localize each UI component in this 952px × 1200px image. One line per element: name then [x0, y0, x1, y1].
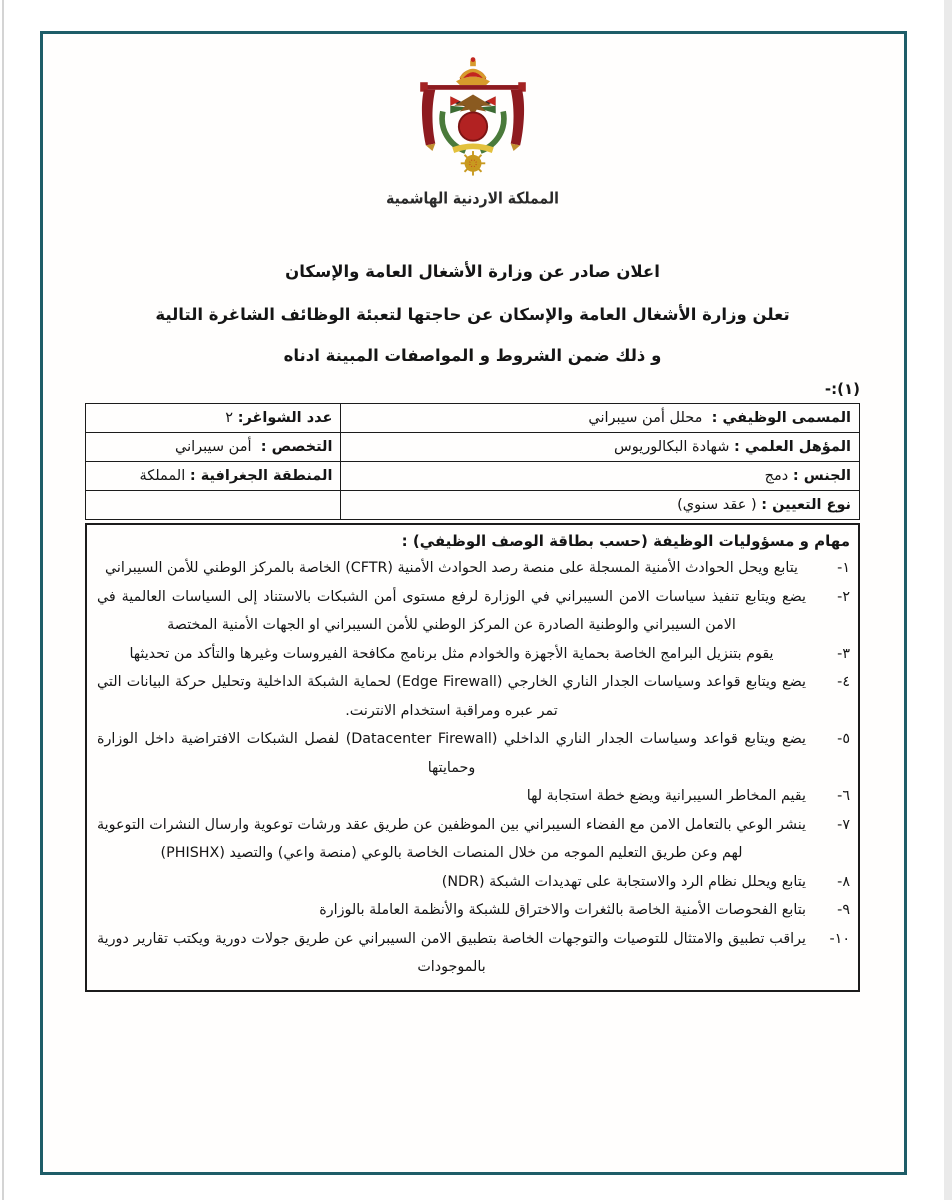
- announcement-note: و ذلك ضمن الشروط و المواصفات المبينة ادناه: [283, 346, 662, 365]
- table-row: [86, 462, 860, 491]
- duty-text: بتابع الفحوصات الأمنية الخاصة بالثغرات والاختراق للشبكة والأنظمة العاملة بالوزارة: [319, 902, 806, 918]
- jordan-coat-of-arms-logo: [407, 53, 539, 185]
- duty-number: ١٠-: [829, 930, 850, 947]
- qualification-cell: المؤهل العلمي : شهادة البكالوريوس: [341, 433, 860, 462]
- table-row: [86, 404, 860, 433]
- duty-text: يقوم بتنزيل البرامج الخاصة بحماية الأجهزة والخوادم مثل برنامج مكافحة الفيروسات وغيرها والتأكد من تحديثها: [129, 645, 774, 662]
- emblem-block: [85, 53, 860, 207]
- duty-number: ٩-: [837, 902, 850, 918]
- duty-item-2: [97, 583, 850, 640]
- duties-section: [85, 523, 860, 992]
- duty-text: يتابع ويحل الحوادث الأمنية المسجلة على منصة رصد الحوادث الأمنية (CFTR) الخاصة بالمركز الوطني للأمن السيبراني: [105, 560, 798, 576]
- table-row: [86, 491, 860, 520]
- duty-item-10: [97, 925, 850, 982]
- duty-number: ٢-: [837, 588, 850, 605]
- page-edge-shadow-left: [2, 0, 4, 1200]
- duty-text: ينشر الوعي بالتعامل الامن مع الفضاء السيبراني بين الموظفين عن طريق عقد ورشات توعوية وارسال النشرات التوعوية لهم وعن طريق التعليم الموجه من خلال المنصات الخاصة بالوعي (منصة واعي) والتصيد (PHISHX): [97, 816, 806, 861]
- appointment-type-cell: نوع التعيين : ( عقد سنوي): [341, 491, 860, 520]
- specialization-cell: التخصص : أمن سيبراني: [86, 433, 341, 462]
- job-title-cell: المسمى الوظيفي : محلل أمن سيبراني: [341, 404, 860, 433]
- duty-item-1: [97, 554, 850, 583]
- duty-number: ٣-: [837, 645, 850, 662]
- page-edge-shadow-right: [944, 0, 952, 1200]
- duty-item-8: [97, 868, 850, 897]
- job-details-table: [85, 403, 860, 520]
- duty-text: يراقب تطبيق والامتثال للتوصيات والتوجهات الخاصة بتطبيق الامن السيبراني عن طريق جولات دورية ويكتب تقارير دورية بالموجودات: [97, 930, 806, 975]
- duty-text: يقيم المخاطر السيبرانية ويضع خطة استجابة لها: [526, 788, 806, 804]
- duty-number: ١-: [837, 560, 850, 576]
- duty-item-6: [97, 782, 850, 811]
- duty-number: ٤-: [837, 674, 850, 690]
- duty-item-3: [97, 640, 850, 669]
- duty-number: ٧-: [837, 816, 850, 833]
- duty-item-7: [97, 811, 850, 868]
- duty-number: ٥-: [837, 731, 850, 747]
- duty-item-9: [97, 896, 850, 925]
- duty-text: يضع ويتابع قواعد وسياسات الجدار الناري الخارجي (Edge Firewall) لحماية الشبكة الداخلية وتحليل حركة البيانات التي تمر عبره ومراقبة استخدام الانترنت.: [97, 674, 807, 719]
- duty-item-4: [97, 668, 850, 725]
- vacancy-number-marker: (١):-: [824, 380, 860, 398]
- region-cell: المنطقة الجغرافية : المملكة: [86, 462, 341, 491]
- vacancies-count-cell: عدد الشواغر: ٢: [86, 404, 341, 433]
- duty-text: يتابع ويحلل نظام الرد والاستجابة على تهديدات الشبكة (NDR): [441, 873, 806, 890]
- duties-header: مهام و مسؤوليات الوظيفة (حسب بطاقة الوصف الوظيفي) :: [401, 532, 850, 550]
- duty-number: ٨-: [837, 873, 850, 890]
- duty-number: ٦-: [837, 788, 850, 804]
- gender-cell: الجنس : دمج: [341, 462, 860, 491]
- duty-item-5: [97, 725, 850, 782]
- kingdom-name-calligraphy: المملكة الاردنية الهاشمية: [386, 189, 559, 209]
- empty-cell: [86, 491, 341, 520]
- duty-text: يضع ويتابع تنفيذ سياسات الامن السيبراني في الوزارة لرفع مستوى أمن الشبكات بالاستناد إلى السياسات العالمية في الامن السيبراني والوطنية الصادرة عن المركز الوطني للأمن السيبراني او الجهات الأمنية المختصة: [97, 588, 806, 633]
- duty-text: يضع ويتابع قواعد وسياسات الجدار الناري الداخلي (Datacenter Firewall) لفصل الشبكات الافتراضية داخل الوزارة وحمايتها: [97, 731, 806, 776]
- announcement-title: اعلان صادر عن وزارة الأشغال العامة والإسكان: [285, 262, 660, 281]
- document-content: [85, 31, 860, 992]
- table-row: [86, 433, 860, 462]
- announcement-subtitle: تعلن وزارة الأشغال العامة والإسكان عن حاجتها لتعبئة الوظائف الشاغرة التالية: [155, 305, 790, 324]
